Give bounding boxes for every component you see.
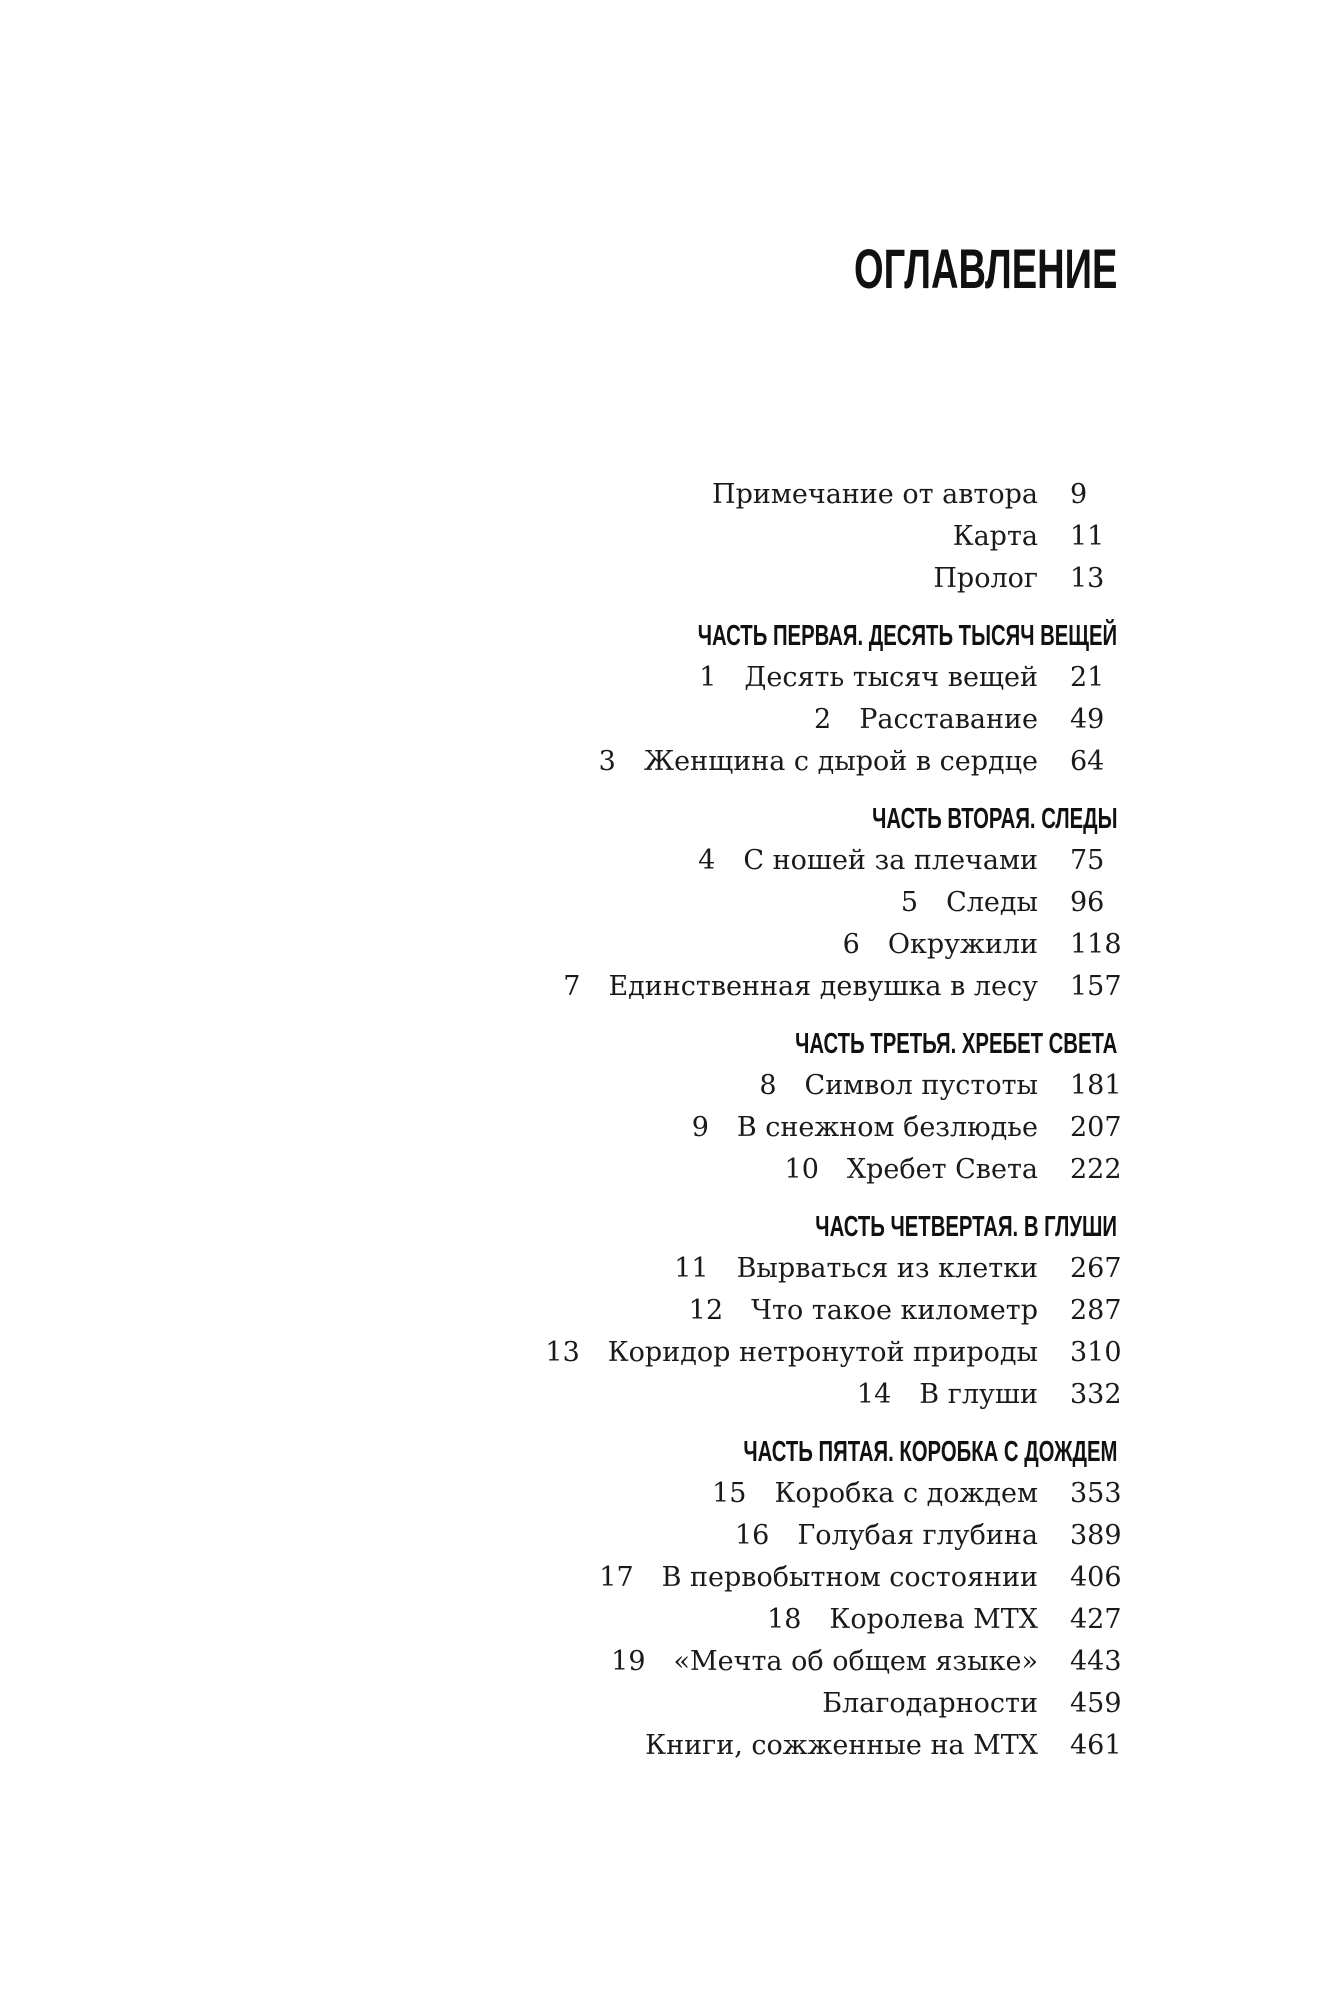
chapter-number: 9 [691, 1112, 709, 1143]
chapter-number: 13 [545, 1337, 580, 1368]
part-heading [0, 615, 1122, 657]
chapter-number: 17 [599, 1562, 634, 1593]
chapter-entry [0, 1599, 1122, 1641]
chapter-number: 16 [734, 1520, 770, 1551]
part-heading-text: ЧАСТЬ ТРЕТЬЯ. ХРЕБЕТ СВЕТА [794, 1028, 1117, 1060]
chapter-entry [0, 741, 1122, 783]
toc-entry [0, 1683, 1122, 1725]
chapter-entry [0, 1149, 1122, 1191]
part-heading [0, 1206, 1122, 1248]
chapter-entry [0, 1248, 1122, 1290]
page-number: 118 [1070, 929, 1122, 960]
chapter-title: Вырваться из клетки [736, 1253, 1038, 1284]
entry-title: Благодарности [822, 1688, 1038, 1719]
chapter-number: 14 [856, 1379, 892, 1410]
page-number: 181 [1070, 1070, 1122, 1101]
chapter-number: 6 [842, 929, 860, 960]
page-number: 96 [1070, 887, 1105, 918]
page-number: 310 [1070, 1337, 1122, 1368]
chapter-entry [0, 657, 1122, 699]
chapter-title: Хребет Света [846, 1154, 1038, 1185]
chapter-number: 12 [688, 1295, 724, 1326]
chapter-title: Окружили [887, 929, 1038, 960]
chapter-title: Расставание [859, 704, 1038, 735]
page-number: 207 [1070, 1112, 1122, 1143]
chapter-entry [0, 1290, 1122, 1332]
chapter-number: 2 [814, 704, 832, 735]
page-number: 443 [1070, 1646, 1122, 1677]
page-number: 459 [1070, 1688, 1122, 1719]
chapter-title: Десять тысяч вещей [744, 662, 1038, 693]
chapter-title: Единственная девушка в лесу [608, 971, 1038, 1002]
page-number: 9 [1070, 479, 1088, 510]
chapter-title: Коробка с дождем [774, 1478, 1038, 1509]
part-heading-text: ЧАСТЬ ПЯТАЯ. КОРОБКА С ДОЖДЕМ [742, 1436, 1117, 1468]
toc-entry [0, 1725, 1122, 1767]
chapter-entry [0, 924, 1122, 966]
chapter-title: Коридор нетронутой природы [607, 1337, 1038, 1368]
entry-title: Книги, сожженные на МТХ [645, 1730, 1038, 1761]
chapter-entry [0, 882, 1122, 924]
chapter-entry [0, 1641, 1122, 1683]
chapter-number: 10 [784, 1154, 819, 1185]
chapter-title: В снежном безлюдье [736, 1112, 1038, 1143]
chapter-entry [0, 1065, 1122, 1107]
toc-entry [0, 516, 1122, 558]
part-heading [0, 798, 1122, 840]
page-number: 21 [1070, 662, 1105, 693]
chapter-entry [0, 1515, 1122, 1557]
chapter-entry [0, 699, 1122, 741]
part-heading-text: ЧАСТЬ ВТОРАЯ. СЛЕДЫ [871, 803, 1117, 835]
chapter-number: 3 [598, 746, 616, 777]
page-number: 389 [1070, 1520, 1122, 1551]
page-number: 461 [1070, 1730, 1122, 1761]
page-number: 49 [1070, 704, 1105, 735]
chapter-title: Голубая глубина [797, 1520, 1038, 1551]
chapter-title: В глуши [919, 1379, 1038, 1410]
page-number: 287 [1070, 1295, 1122, 1326]
page-number: 222 [1070, 1154, 1122, 1185]
chapter-title: С ношей за плечами [743, 845, 1038, 876]
chapter-entry [0, 1374, 1122, 1416]
page-number: 13 [1070, 563, 1105, 594]
part-heading-text: ЧАСТЬ ПЕРВАЯ. ДЕСЯТЬ ТЫСЯЧ ВЕЩЕЙ [697, 620, 1117, 652]
entry-title: Пролог [933, 563, 1038, 594]
entry-title: Карта [952, 521, 1038, 552]
part-heading-text: ЧАСТЬ ЧЕТВЕРТАЯ. В ГЛУШИ [815, 1211, 1117, 1243]
chapter-title: Королева МТХ [829, 1604, 1038, 1635]
chapter-title: «Мечта об общем языке» [673, 1646, 1038, 1677]
page-number: 406 [1070, 1562, 1122, 1593]
chapter-number: 7 [563, 971, 581, 1002]
page-number: 353 [1070, 1478, 1122, 1509]
page-number: 332 [1070, 1379, 1122, 1410]
chapter-title: В первобытном состоянии [661, 1562, 1038, 1593]
chapter-entry [0, 840, 1122, 882]
part-heading [0, 1431, 1122, 1473]
toc-entry [0, 558, 1122, 600]
chapter-entry [0, 1107, 1122, 1149]
chapter-title: Следы [946, 887, 1038, 918]
chapter-number: 8 [759, 1070, 777, 1101]
page-number: 64 [1070, 746, 1105, 777]
table-of-contents [0, 474, 1122, 1767]
page-number: 157 [1070, 971, 1122, 1002]
toc-entry [0, 474, 1122, 516]
chapter-title: Что такое километр [751, 1295, 1038, 1326]
chapter-number: 4 [698, 845, 716, 876]
chapter-number: 5 [900, 887, 919, 918]
chapter-entry [0, 966, 1122, 1008]
page-number: 267 [1070, 1253, 1122, 1284]
chapter-number: 19 [611, 1646, 646, 1677]
page-title: ОГЛАВЛЕНИЕ [853, 237, 1117, 300]
chapter-entry [0, 1332, 1122, 1374]
chapter-title: Символ пустоты [804, 1070, 1038, 1101]
page-number: 11 [1070, 521, 1105, 552]
page-number: 75 [1070, 845, 1105, 876]
entry-title: Примечание от автора [712, 479, 1038, 510]
chapter-number: 11 [674, 1253, 709, 1284]
part-heading [0, 1023, 1122, 1065]
chapter-number: 1 [699, 662, 717, 693]
page-title-container [0, 236, 1117, 302]
chapter-entry [0, 1473, 1122, 1515]
page-number: 427 [1070, 1604, 1122, 1635]
chapter-number: 15 [712, 1478, 747, 1509]
chapter-entry [0, 1557, 1122, 1599]
chapter-title: Женщина с дырой в сердце [643, 746, 1038, 777]
chapter-number: 18 [767, 1604, 802, 1635]
